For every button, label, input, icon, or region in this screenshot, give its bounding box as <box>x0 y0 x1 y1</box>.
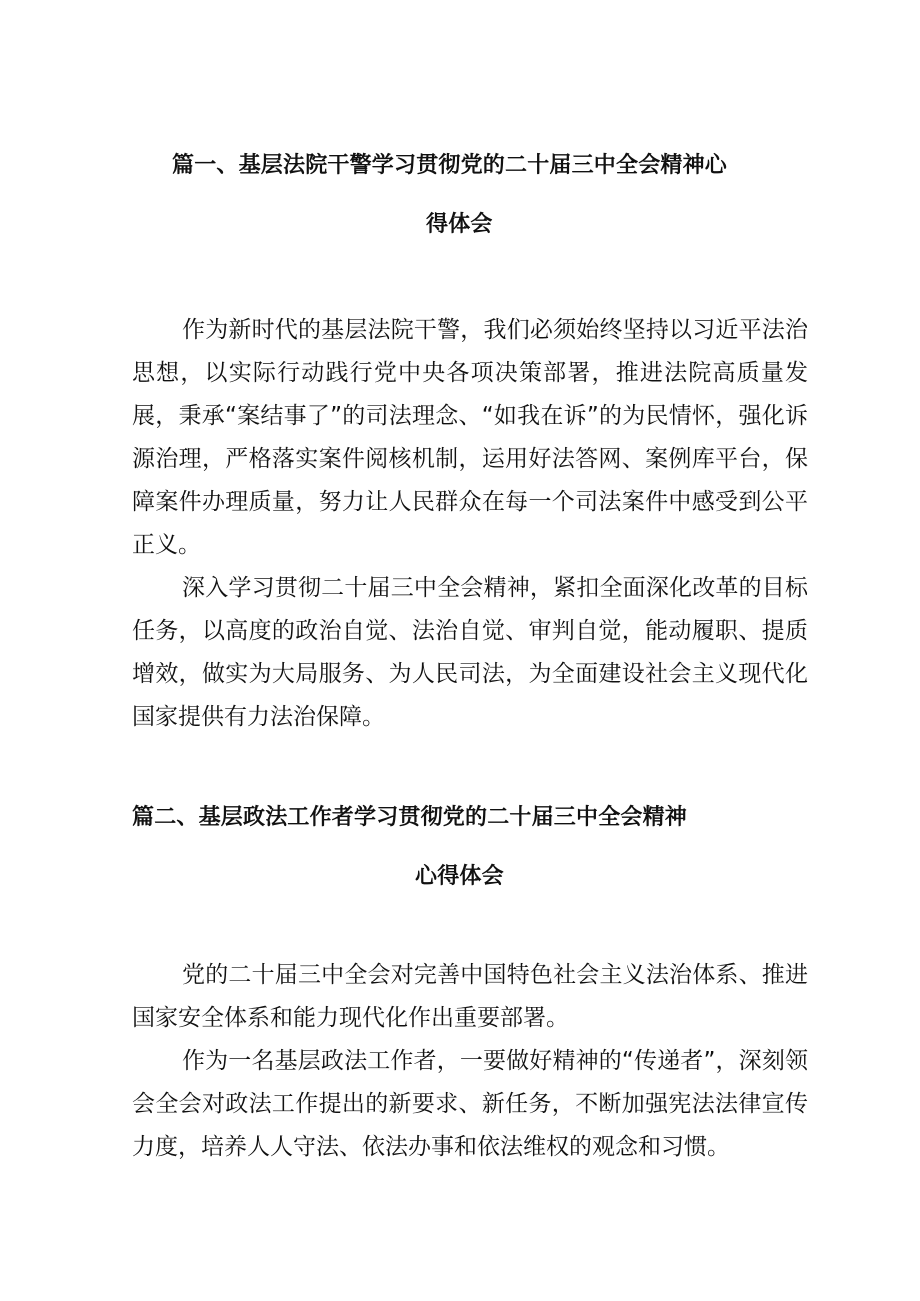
section1-paragraph-1: 作为新时代的基层法院干警，我们必须始终坚持以习近平法治思想，以实际行动践行党中央各项决策部署，推进法院高质量发展，秉承“案结事了”的司法理念、“如我在诉”的为民情怀，强化诉源治理，严格落实案件阅核机制，运用好法答网、案例库平台，保障案件办理质量，努力让人民群众在每一个司法案件中感受到公平正义。 <box>132 317 808 558</box>
section1-title-line2: 得体会 <box>426 212 493 237</box>
section2-paragraph-2: 作为一名基层政法工作者，一要做好精神的“传递者”，深刻领会全会对政法工作提出的新要求、新任务，不断加强宪法法律宣传力度，培养人人守法、依法办事和依法维权的观念和习惯。 <box>132 1048 808 1160</box>
section1-paragraph-2: 深入学习贯彻二十届三中全会精神，紧扣全面深化改革的目标任务，以高度的政治自觉、法治自觉、审判自觉，能动履职、提质增效，做实为大局服务、为人民司法，为全面建设社会主义现代化国家提供有力法治保障。 <box>132 575 808 730</box>
section1-title-line1: 篇一、基层法院干警学习贯彻党的二十届三中全会精神心 <box>172 153 728 178</box>
section2-title-line1: 篇二、基层政法工作者学习贯彻党的二十届三中全会精神 <box>132 805 688 830</box>
section2-paragraph-1: 党的二十届三中全会对完善中国特色社会主义法治体系、推进国家安全体系和能力现代化作出重要部署。 <box>132 962 808 1031</box>
section2-title-line2: 心得体会 <box>415 864 504 889</box>
